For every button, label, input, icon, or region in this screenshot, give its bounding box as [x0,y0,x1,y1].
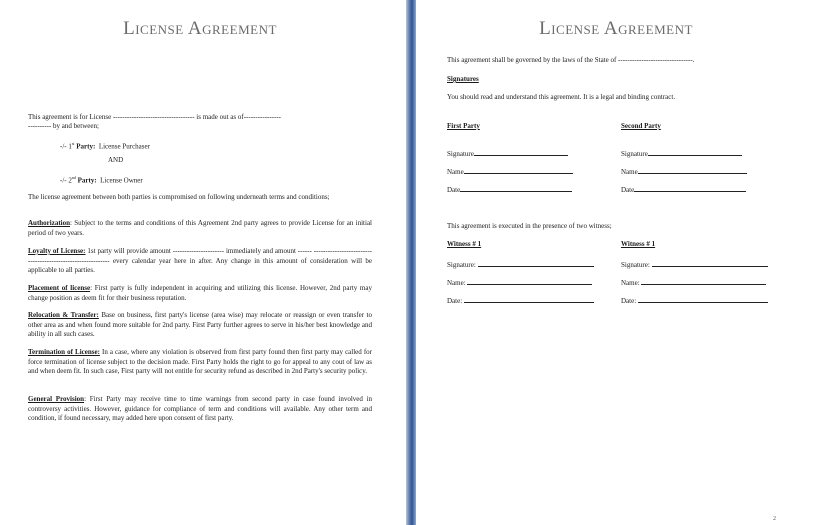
section-body: : Subject to the terms and conditions of this Agreement 2nd party agrees to provide License for an initial period of two years. [28,219,372,237]
page-2 [416,0,824,525]
section-heading: Loyalty of License: [28,247,86,255]
section-body: Base on business, first party's license (area wise) may relocate or reassign or even transfer to other area as and when found more suitable for 2nd party. First Party further agrees to serve in his/her best knowledge and ability in all such cases. [28,311,372,338]
section-relocation [28,311,372,340]
page-1-title: License Agreement [123,18,277,39]
intro-line-1: This agreement is for License ----------------------------------- is made out as of---------------- [28,113,282,121]
name-line[interactable] [638,166,747,174]
name-line[interactable] [641,277,766,285]
intro-line-2: ---------- by and between; [28,122,99,130]
witness-2-signature [621,259,768,270]
section-heading: Placement of license [28,284,91,292]
witness-1-name [447,277,592,288]
date-line[interactable] [638,295,768,303]
witness-text: This agreement is executed in the presence of two witness; [447,222,612,230]
party-2-name: License Owner [100,176,143,185]
signature-line[interactable] [474,148,568,156]
first-party-heading: First Party [447,122,480,130]
witness-1-signature [447,259,594,270]
party-1-line [60,139,150,151]
section-body: In a case, where any violation is observed from first party found then first party may called for force termination of license subject to the decision made. First Party holds the right to go for appeal to any cout of law as and when deem fit. In such case, First party will not entitle for security refund as described in 2nd Party's security policy. [28,348,373,375]
party-1-label: Party: [74,142,96,151]
section-body: : First Party may receive time to time warnings from second party in case found involved in controversy activities. However, guidance for compliance of term and conditions will available. Any other term and condition, if found necessary, may added here upon consent of first party. [28,395,372,422]
name-line[interactable] [464,166,573,174]
witness-1-date [447,295,594,306]
section-authorization [28,219,372,238]
section-heading: Authorization [28,219,70,227]
section-heading: Termination of License: [28,348,100,356]
section-body: : First party is fully independent in acquiring and utilizing this license. However, 2nd party may change position as deem fit for their business reputation. [28,284,372,302]
name-label: Name: [447,279,466,287]
party-1-prefix: -/- 1 [60,142,72,151]
signatures-heading: Signatures [447,75,479,83]
party-2-sup: nd [71,175,76,180]
witness-2-name [621,277,766,288]
section-loyalty [28,247,372,276]
party-2-label: Party: [75,176,97,185]
second-party-date [621,184,746,195]
read-text: You should read and understand this agreement. It is a legal and binding contract. [447,93,676,101]
signature-line[interactable] [478,259,594,267]
section-heading: Relocation & Transfer: [28,311,99,319]
date-line[interactable] [460,184,572,192]
signature-label: Signature: [621,261,650,269]
party-1-name: License Purchaser [98,142,150,151]
governed-text: This agreement shall be governed by the laws of the State of --------------------------------. [447,56,695,64]
date-line[interactable] [464,295,594,303]
party-2-line [60,173,143,185]
date-label: Date: [621,297,637,305]
name-label: Name [447,168,464,176]
witness-1-heading: Witness # 1 [447,240,482,248]
date-label: Date [621,186,635,194]
section-placement [28,284,372,303]
page-2-title: License Agreement [539,18,693,39]
signature-label: Signature: [447,261,476,269]
name-label: Name [621,168,638,176]
section-termination [28,348,372,377]
witness-2-heading: Witness # 1 [621,240,656,248]
section-general-provision [28,395,372,424]
page-1 [0,0,406,525]
page-number: 2 [773,516,776,522]
witness-2-date [621,295,768,306]
section-body: 1st party will provide amount ---------------------- immediately and amount ------ ------------------------------------------------------------ every calendar year here in after. Any change in this amount of consideration will be applicable to all parties. [28,247,372,274]
second-party-heading: Second Party [621,122,661,130]
date-label: Date [447,186,461,194]
first-party-date [447,184,572,195]
license-agreement-text: The license agreement between both parties is compromised on following underneath terms and conditions; [28,193,330,201]
and-label: AND [108,156,124,164]
second-party-signature [621,148,742,159]
party-1-sup: st [71,141,75,146]
date-line[interactable] [634,184,746,192]
first-party-name [447,166,573,177]
party-2-prefix: -/- 2 [60,176,72,185]
section-heading: General Provision [28,395,85,403]
signature-label: Signature [447,150,474,158]
signature-label: Signature [621,150,648,158]
first-party-signature [447,148,568,159]
signature-line[interactable] [648,148,742,156]
name-line[interactable] [467,277,592,285]
name-label: Name: [621,279,640,287]
signature-line[interactable] [652,259,768,267]
second-party-name [621,166,747,177]
date-label: Date: [447,297,463,305]
page-divider [406,0,416,525]
